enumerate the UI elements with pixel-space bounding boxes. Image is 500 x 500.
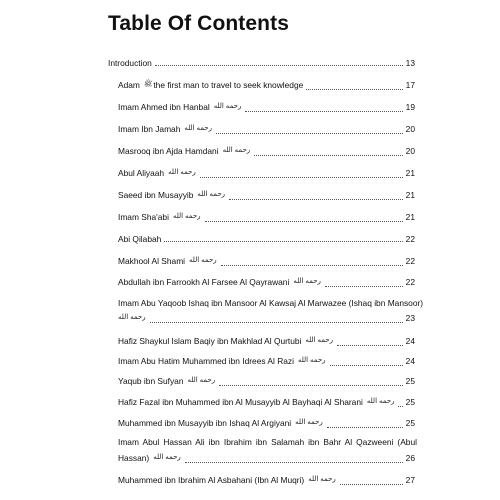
dot-leader bbox=[200, 176, 403, 178]
toc-entry[interactable] bbox=[118, 212, 415, 224]
toc-entry-page: 21 bbox=[405, 190, 415, 200]
toc-entry-title: Imam Ibn Jamah bbox=[118, 124, 181, 134]
toc-entry-title: Saeed ibn Musayyib bbox=[118, 190, 194, 200]
toc-entry-page: 26 bbox=[405, 453, 415, 463]
toc-entry[interactable] bbox=[118, 234, 415, 244]
toc-entry-title: Hafiz Fazal ibn Muhammed ibn Al Musayyib Al Bayhaqi Al Sharani bbox=[118, 397, 363, 407]
honorific-icon: رحمه الله bbox=[366, 398, 395, 405]
toc-entry[interactable] bbox=[118, 397, 415, 409]
toc-entry-title: Imam Ahmed ibn Hanbal bbox=[118, 102, 210, 112]
toc-entry-page: 20 bbox=[405, 124, 415, 134]
dot-leader bbox=[337, 344, 403, 346]
dot-leader bbox=[221, 264, 403, 266]
dot-leader bbox=[398, 405, 402, 407]
toc-entry[interactable] bbox=[118, 190, 415, 202]
toc-entry-title: Muhammed ibn Musayyib ibn Ishaq Al Argiyani bbox=[118, 418, 292, 428]
dot-leader bbox=[150, 321, 403, 323]
toc-entry-title: Makhool Al Shami bbox=[118, 256, 186, 266]
toc-entry-title: Adam bbox=[118, 80, 140, 90]
honorific-icon: رحمه الله bbox=[197, 191, 226, 198]
honorific-icon: ﷺ bbox=[143, 81, 153, 88]
toc-entry-page: 25 bbox=[405, 376, 415, 386]
toc-entry-title: Hafiz Shaykul Islam Baqiy ibn Makhlad Al Qurtubi bbox=[118, 336, 302, 346]
toc-entry-page: 27 bbox=[405, 475, 415, 485]
toc-entry-page: 23 bbox=[405, 313, 415, 323]
toc-entry-page: 25 bbox=[405, 418, 415, 428]
toc-entry-page: 24 bbox=[405, 336, 415, 346]
honorific-icon: رحمه الله bbox=[295, 419, 323, 426]
toc-entry-page: 21 bbox=[405, 168, 415, 178]
toc-entry-page: 22 bbox=[405, 277, 415, 287]
toc-entry-title: Imam Abul Hassan Ali ibn Ibrahim ibn Salamah ibn Bahr Al Qazweeni (Abul bbox=[118, 437, 417, 447]
toc-entry-page: 19 bbox=[405, 102, 415, 112]
dot-leader bbox=[216, 132, 403, 134]
toc-entry[interactable] bbox=[118, 356, 415, 368]
dot-leader bbox=[185, 461, 403, 463]
toc-entry-title: Abi Qilabah bbox=[118, 234, 162, 244]
toc-entry-page: 21 bbox=[405, 212, 415, 222]
toc-entry[interactable] bbox=[118, 277, 415, 289]
toc-entry[interactable] bbox=[118, 475, 415, 487]
toc-entry[interactable] bbox=[118, 146, 415, 158]
dot-leader bbox=[327, 426, 403, 428]
toc-entry-title: Imam Sha'abi bbox=[118, 212, 169, 222]
dot-leader bbox=[164, 240, 402, 242]
toc-entry[interactable] bbox=[118, 124, 415, 136]
toc-entry[interactable] bbox=[118, 80, 415, 92]
toc-entry-title: Imam Abu Hatim Muhammed ibn Idrees Al Razi bbox=[118, 356, 294, 366]
honorific-icon: رحمه الله bbox=[213, 103, 242, 110]
dot-leader bbox=[229, 198, 403, 200]
toc-entry-title: Muhammed ibn Ibrahim Al Asbahani (Ibn Al Muqri) bbox=[118, 475, 305, 485]
toc-entry-title: Abul Aliyaah bbox=[118, 168, 165, 178]
toc-entry-title: Yaqub ibn Sufyan bbox=[118, 376, 184, 386]
toc-entry-page: 17 bbox=[405, 80, 415, 90]
dot-leader bbox=[325, 285, 403, 287]
toc-entry[interactable] bbox=[118, 313, 415, 325]
toc-entry[interactable] bbox=[118, 376, 415, 388]
toc-entry-title: Introduction bbox=[108, 58, 152, 68]
toc-entry-subtitle: the first man to travel to seek knowledge bbox=[153, 80, 304, 90]
honorific-icon: رحمه الله bbox=[305, 337, 334, 344]
honorific-icon: رحمه الله bbox=[293, 278, 321, 285]
honorific-icon: رحمه الله bbox=[168, 169, 196, 176]
toc-entry-page: 22 bbox=[405, 256, 415, 266]
toc-entry[interactable] bbox=[118, 336, 415, 348]
toc-entry-title: Abdullah ibn Farrookh Al Farsee Al Qayrawani bbox=[118, 277, 290, 287]
dot-leader bbox=[330, 364, 403, 366]
dot-leader bbox=[340, 483, 403, 485]
toc-entry-page: 25 bbox=[405, 397, 415, 407]
honorific-icon: رحمه الله bbox=[297, 357, 326, 364]
dot-leader bbox=[306, 88, 402, 90]
honorific-icon: رحمه الله bbox=[184, 125, 212, 132]
toc-entry[interactable] bbox=[118, 102, 415, 114]
honorific-icon: رحمه الله bbox=[222, 147, 251, 154]
toc-entry[interactable] bbox=[118, 453, 415, 465]
dot-leader bbox=[254, 154, 403, 156]
honorific-icon: رحمه الله bbox=[187, 377, 216, 384]
dot-leader bbox=[155, 64, 403, 66]
honorific-icon: رحمه الله bbox=[153, 454, 181, 461]
toc-entry-page: 13 bbox=[405, 58, 415, 68]
toc-entry[interactable] bbox=[108, 58, 415, 68]
toc-entry[interactable] bbox=[118, 168, 415, 180]
dot-leader bbox=[245, 110, 402, 112]
honorific-icon: رحمه الله bbox=[189, 257, 217, 264]
toc-entry-page: 22 bbox=[405, 234, 415, 244]
toc-entry[interactable] bbox=[118, 418, 415, 430]
toc-entry-page: 24 bbox=[405, 356, 415, 366]
toc-entry-title: Imam Abu Yaqoob Ishaq ibn Mansoor Al Kawsaj Al Marwazee (Ishaq ibn Mansoor) bbox=[118, 298, 424, 308]
toc-entry[interactable] bbox=[118, 256, 415, 268]
toc-entry-title: Masrooq ibn Ajda Hamdani bbox=[118, 146, 219, 156]
page-title: Table Of Contents bbox=[108, 12, 289, 35]
toc-entry-page: 20 bbox=[405, 146, 415, 156]
toc-entry-title-continued: Hassan) bbox=[118, 453, 150, 463]
dot-leader bbox=[205, 220, 403, 222]
dot-leader bbox=[219, 384, 403, 386]
honorific-icon: رحمه الله bbox=[308, 476, 336, 483]
honorific-icon: رحمه الله bbox=[118, 314, 146, 321]
honorific-icon: رحمه الله bbox=[172, 213, 201, 220]
